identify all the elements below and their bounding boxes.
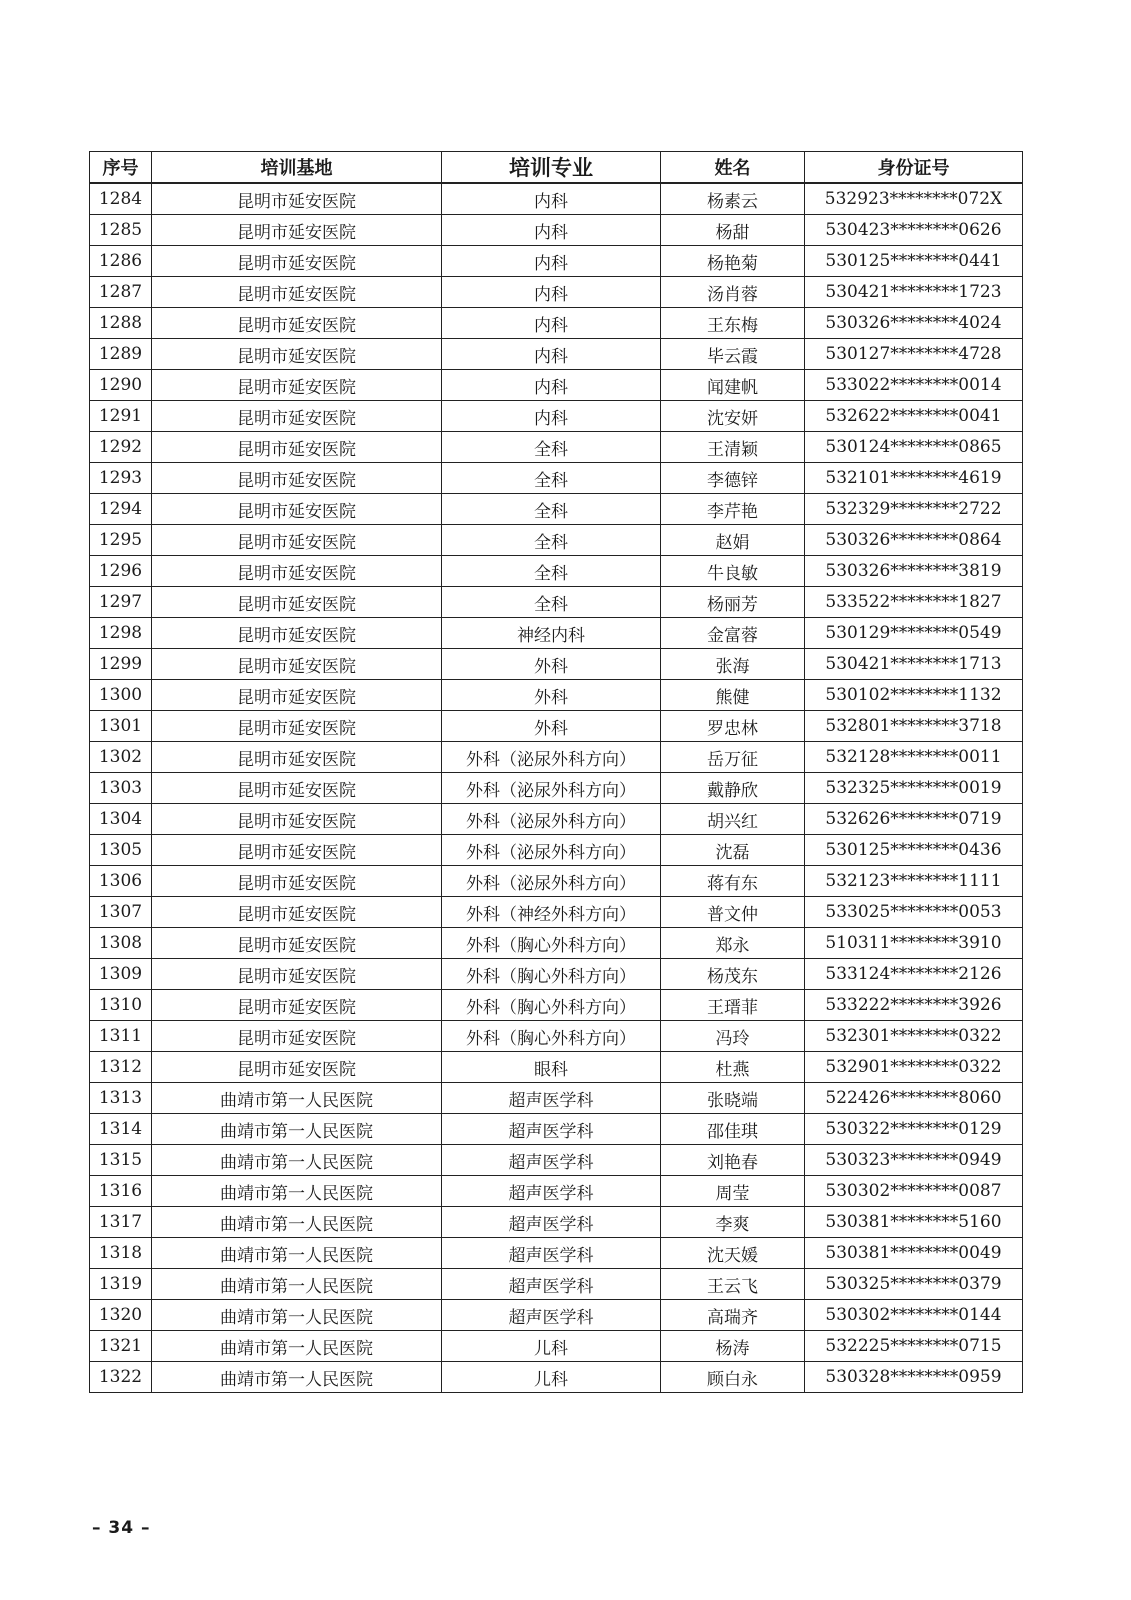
cell-seq: 1321 (90, 1331, 152, 1362)
cell-name: 罗忠林 (661, 711, 805, 742)
cell-seq: 1288 (90, 308, 152, 339)
cell-training-major: 超声医学科 (442, 1238, 661, 1269)
cell-training-major: 内科 (442, 215, 661, 246)
cell-id-number: 530421********1713 (805, 649, 1023, 680)
cell-name: 王东梅 (661, 308, 805, 339)
table-row (90, 649, 1023, 680)
cell-training-major: 超声医学科 (442, 1300, 661, 1331)
cell-seq: 1296 (90, 556, 152, 587)
cell-name: 李芹艳 (661, 494, 805, 525)
cell-seq: 1285 (90, 215, 152, 246)
cell-training-base: 昆明市延安医院 (152, 401, 442, 432)
cell-seq: 1294 (90, 494, 152, 525)
cell-id-number: 530302********0087 (805, 1176, 1023, 1207)
cell-training-major: 外科（泌尿外科方向） (442, 835, 661, 866)
cell-training-base: 昆明市延安医院 (152, 525, 442, 556)
cell-training-base: 曲靖市第一人民医院 (152, 1300, 442, 1331)
cell-id-number: 510311********3910 (805, 928, 1023, 959)
cell-id-number: 532225********0715 (805, 1331, 1023, 1362)
table-row (90, 246, 1023, 277)
cell-id-number: 532923********072X (805, 183, 1023, 215)
table-row (90, 215, 1023, 246)
cell-training-base: 曲靖市第一人民医院 (152, 1269, 442, 1300)
cell-name: 邵佳琪 (661, 1114, 805, 1145)
cell-seq: 1322 (90, 1362, 152, 1393)
table-row (90, 1269, 1023, 1300)
cell-id-number: 532329********2722 (805, 494, 1023, 525)
cell-seq: 1286 (90, 246, 152, 277)
cell-training-major: 外科 (442, 649, 661, 680)
table-row (90, 1238, 1023, 1269)
header-training-major: 培训专业 (442, 152, 661, 184)
table-row (90, 866, 1023, 897)
cell-name: 顾白永 (661, 1362, 805, 1393)
cell-training-base: 昆明市延安医院 (152, 183, 442, 215)
table-row (90, 401, 1023, 432)
cell-id-number: 532123********1111 (805, 866, 1023, 897)
cell-name: 牛良敏 (661, 556, 805, 587)
cell-name: 周莹 (661, 1176, 805, 1207)
cell-training-major: 内科 (442, 246, 661, 277)
cell-id-number: 532301********0322 (805, 1021, 1023, 1052)
cell-training-major: 内科 (442, 339, 661, 370)
cell-id-number: 530325********0379 (805, 1269, 1023, 1300)
table-row (90, 1300, 1023, 1331)
cell-id-number: 530302********0144 (805, 1300, 1023, 1331)
table-row (90, 370, 1023, 401)
cell-training-major: 超声医学科 (442, 1207, 661, 1238)
table-row (90, 1052, 1023, 1083)
cell-name: 金富蓉 (661, 618, 805, 649)
cell-seq: 1306 (90, 866, 152, 897)
cell-name: 李德锌 (661, 463, 805, 494)
cell-name: 沈磊 (661, 835, 805, 866)
table-body (90, 183, 1023, 1393)
trainee-roster-table (89, 151, 1023, 1393)
cell-training-base: 曲靖市第一人民医院 (152, 1207, 442, 1238)
cell-seq: 1312 (90, 1052, 152, 1083)
cell-id-number: 532626********0719 (805, 804, 1023, 835)
cell-training-major: 眼科 (442, 1052, 661, 1083)
cell-training-base: 昆明市延安医院 (152, 866, 442, 897)
cell-training-major: 外科（泌尿外科方向） (442, 804, 661, 835)
cell-training-major: 儿科 (442, 1362, 661, 1393)
header-id-number: 身份证号 (805, 152, 1023, 184)
cell-training-major: 外科（胸心外科方向） (442, 928, 661, 959)
cell-seq: 1290 (90, 370, 152, 401)
cell-name: 张海 (661, 649, 805, 680)
cell-id-number: 533022********0014 (805, 370, 1023, 401)
cell-seq: 1313 (90, 1083, 152, 1114)
cell-id-number: 532325********0019 (805, 773, 1023, 804)
table-header (90, 152, 1023, 184)
table-row (90, 1176, 1023, 1207)
table-row (90, 897, 1023, 928)
cell-training-major: 超声医学科 (442, 1269, 661, 1300)
cell-name: 王瑨菲 (661, 990, 805, 1021)
cell-name: 王云飞 (661, 1269, 805, 1300)
cell-training-major: 神经内科 (442, 618, 661, 649)
table-row (90, 556, 1023, 587)
cell-training-base: 昆明市延安医院 (152, 277, 442, 308)
cell-training-base: 曲靖市第一人民医院 (152, 1362, 442, 1393)
cell-seq: 1305 (90, 835, 152, 866)
cell-id-number: 530102********1132 (805, 680, 1023, 711)
cell-seq: 1320 (90, 1300, 152, 1331)
cell-id-number: 530328********0959 (805, 1362, 1023, 1393)
cell-training-base: 昆明市延安医院 (152, 246, 442, 277)
header-row (90, 152, 1023, 184)
cell-name: 杨茂东 (661, 959, 805, 990)
cell-name: 汤肖蓉 (661, 277, 805, 308)
cell-id-number: 530127********4728 (805, 339, 1023, 370)
table-row (90, 183, 1023, 215)
cell-name: 普文仲 (661, 897, 805, 928)
table-row (90, 1362, 1023, 1393)
page-number: – 34 – (92, 1518, 151, 1538)
cell-training-major: 全科 (442, 525, 661, 556)
cell-training-major: 外科（泌尿外科方向） (442, 866, 661, 897)
cell-training-base: 昆明市延安医院 (152, 1052, 442, 1083)
cell-training-base: 昆明市延安医院 (152, 463, 442, 494)
cell-id-number: 530124********0865 (805, 432, 1023, 463)
cell-name: 郑永 (661, 928, 805, 959)
cell-name: 杨素云 (661, 183, 805, 215)
table-row (90, 1331, 1023, 1362)
cell-seq: 1315 (90, 1145, 152, 1176)
cell-training-major: 全科 (442, 463, 661, 494)
table-row (90, 618, 1023, 649)
table-row (90, 463, 1023, 494)
cell-training-base: 昆明市延安医院 (152, 897, 442, 928)
cell-training-base: 昆明市延安医院 (152, 649, 442, 680)
cell-id-number: 530326********0864 (805, 525, 1023, 556)
cell-id-number: 533025********0053 (805, 897, 1023, 928)
cell-id-number: 530326********3819 (805, 556, 1023, 587)
cell-name: 蒋有东 (661, 866, 805, 897)
cell-training-major: 全科 (442, 494, 661, 525)
cell-name: 杨涛 (661, 1331, 805, 1362)
table-row (90, 494, 1023, 525)
cell-name: 熊健 (661, 680, 805, 711)
cell-training-major: 内科 (442, 370, 661, 401)
cell-id-number: 522426********8060 (805, 1083, 1023, 1114)
cell-name: 杨甜 (661, 215, 805, 246)
cell-training-major: 外科（胸心外科方向） (442, 959, 661, 990)
cell-training-major: 超声医学科 (442, 1176, 661, 1207)
cell-id-number: 532622********0041 (805, 401, 1023, 432)
cell-name: 杨艳菊 (661, 246, 805, 277)
cell-id-number: 530125********0436 (805, 835, 1023, 866)
cell-id-number: 530322********0129 (805, 1114, 1023, 1145)
cell-training-major: 全科 (442, 432, 661, 463)
cell-seq: 1287 (90, 277, 152, 308)
cell-name: 戴静欣 (661, 773, 805, 804)
cell-training-base: 曲靖市第一人民医院 (152, 1238, 442, 1269)
cell-name: 岳万征 (661, 742, 805, 773)
cell-training-major: 内科 (442, 183, 661, 215)
table-row (90, 1145, 1023, 1176)
cell-seq: 1289 (90, 339, 152, 370)
cell-seq: 1308 (90, 928, 152, 959)
cell-seq: 1301 (90, 711, 152, 742)
cell-seq: 1302 (90, 742, 152, 773)
table-row (90, 835, 1023, 866)
cell-training-base: 曲靖市第一人民医院 (152, 1145, 442, 1176)
cell-seq: 1303 (90, 773, 152, 804)
cell-training-base: 昆明市延安医院 (152, 804, 442, 835)
cell-id-number: 533522********1827 (805, 587, 1023, 618)
cell-training-major: 超声医学科 (442, 1083, 661, 1114)
cell-name: 高瑞齐 (661, 1300, 805, 1331)
cell-seq: 1291 (90, 401, 152, 432)
cell-seq: 1293 (90, 463, 152, 494)
cell-training-base: 昆明市延安医院 (152, 215, 442, 246)
table-row (90, 587, 1023, 618)
cell-seq: 1319 (90, 1269, 152, 1300)
table-row (90, 432, 1023, 463)
cell-training-major: 外科 (442, 680, 661, 711)
cell-training-base: 昆明市延安医院 (152, 432, 442, 463)
cell-seq: 1284 (90, 183, 152, 215)
cell-training-major: 全科 (442, 587, 661, 618)
cell-training-major: 儿科 (442, 1331, 661, 1362)
cell-name: 沈天媛 (661, 1238, 805, 1269)
cell-name: 张晓端 (661, 1083, 805, 1114)
header-seq: 序号 (90, 152, 152, 184)
cell-id-number: 530326********4024 (805, 308, 1023, 339)
cell-name: 杨丽芳 (661, 587, 805, 618)
cell-seq: 1299 (90, 649, 152, 680)
cell-seq: 1304 (90, 804, 152, 835)
cell-training-base: 曲靖市第一人民医院 (152, 1083, 442, 1114)
cell-training-major: 全科 (442, 556, 661, 587)
table-row (90, 1114, 1023, 1145)
table-row (90, 990, 1023, 1021)
cell-training-base: 昆明市延安医院 (152, 711, 442, 742)
cell-seq: 1310 (90, 990, 152, 1021)
cell-name: 闻建帆 (661, 370, 805, 401)
table-row (90, 308, 1023, 339)
cell-id-number: 530421********1723 (805, 277, 1023, 308)
cell-seq: 1292 (90, 432, 152, 463)
header-name: 姓名 (661, 152, 805, 184)
table-row (90, 680, 1023, 711)
table-row (90, 1207, 1023, 1238)
cell-name: 冯玲 (661, 1021, 805, 1052)
cell-training-major: 外科（神经外科方向） (442, 897, 661, 928)
cell-name: 李爽 (661, 1207, 805, 1238)
cell-id-number: 532901********0322 (805, 1052, 1023, 1083)
cell-training-major: 超声医学科 (442, 1145, 661, 1176)
cell-training-major: 内科 (442, 401, 661, 432)
cell-training-base: 昆明市延安医院 (152, 618, 442, 649)
table-row (90, 1083, 1023, 1114)
cell-training-major: 外科 (442, 711, 661, 742)
cell-name: 杜燕 (661, 1052, 805, 1083)
table-row (90, 1021, 1023, 1052)
cell-id-number: 530423********0626 (805, 215, 1023, 246)
cell-training-base: 昆明市延安医院 (152, 928, 442, 959)
cell-name: 毕云霞 (661, 339, 805, 370)
cell-seq: 1314 (90, 1114, 152, 1145)
cell-id-number: 530381********0049 (805, 1238, 1023, 1269)
cell-name: 赵娟 (661, 525, 805, 556)
cell-id-number: 530381********5160 (805, 1207, 1023, 1238)
cell-training-base: 昆明市延安医院 (152, 959, 442, 990)
cell-training-base: 昆明市延安医院 (152, 680, 442, 711)
table-row (90, 742, 1023, 773)
cell-training-base: 昆明市延安医院 (152, 370, 442, 401)
cell-training-base: 曲靖市第一人民医院 (152, 1114, 442, 1145)
cell-seq: 1298 (90, 618, 152, 649)
cell-training-major: 超声医学科 (442, 1114, 661, 1145)
cell-seq: 1297 (90, 587, 152, 618)
cell-seq: 1295 (90, 525, 152, 556)
table-row (90, 804, 1023, 835)
cell-seq: 1307 (90, 897, 152, 928)
cell-seq: 1309 (90, 959, 152, 990)
cell-seq: 1300 (90, 680, 152, 711)
cell-id-number: 533222********3926 (805, 990, 1023, 1021)
cell-seq: 1316 (90, 1176, 152, 1207)
cell-training-base: 昆明市延安医院 (152, 835, 442, 866)
table-row (90, 339, 1023, 370)
cell-name: 王清颖 (661, 432, 805, 463)
cell-training-base: 昆明市延安医院 (152, 742, 442, 773)
cell-training-major: 内科 (442, 277, 661, 308)
cell-id-number: 530125********0441 (805, 246, 1023, 277)
cell-training-major: 外科（胸心外科方向） (442, 1021, 661, 1052)
table-row (90, 277, 1023, 308)
cell-name: 胡兴红 (661, 804, 805, 835)
cell-training-base: 昆明市延安医院 (152, 339, 442, 370)
header-training-base: 培训基地 (152, 152, 442, 184)
cell-training-base: 昆明市延安医院 (152, 990, 442, 1021)
cell-training-base: 曲靖市第一人民医院 (152, 1331, 442, 1362)
cell-training-base: 昆明市延安医院 (152, 1021, 442, 1052)
table-row (90, 525, 1023, 556)
cell-id-number: 533124********2126 (805, 959, 1023, 990)
cell-id-number: 532801********3718 (805, 711, 1023, 742)
cell-training-major: 外科（胸心外科方向） (442, 990, 661, 1021)
cell-id-number: 532101********4619 (805, 463, 1023, 494)
cell-seq: 1318 (90, 1238, 152, 1269)
cell-training-major: 外科（泌尿外科方向） (442, 773, 661, 804)
cell-seq: 1311 (90, 1021, 152, 1052)
table-row (90, 773, 1023, 804)
cell-training-base: 昆明市延安医院 (152, 587, 442, 618)
cell-training-major: 内科 (442, 308, 661, 339)
cell-seq: 1317 (90, 1207, 152, 1238)
cell-id-number: 532128********0011 (805, 742, 1023, 773)
cell-id-number: 530323********0949 (805, 1145, 1023, 1176)
cell-name: 沈安妍 (661, 401, 805, 432)
cell-training-base: 昆明市延安医院 (152, 494, 442, 525)
cell-training-base: 昆明市延安医院 (152, 308, 442, 339)
cell-name: 刘艳春 (661, 1145, 805, 1176)
cell-training-base: 昆明市延安医院 (152, 556, 442, 587)
table-row (90, 711, 1023, 742)
cell-training-base: 曲靖市第一人民医院 (152, 1176, 442, 1207)
cell-training-major: 外科（泌尿外科方向） (442, 742, 661, 773)
table-row (90, 928, 1023, 959)
cell-id-number: 530129********0549 (805, 618, 1023, 649)
table-row (90, 959, 1023, 990)
cell-training-base: 昆明市延安医院 (152, 773, 442, 804)
